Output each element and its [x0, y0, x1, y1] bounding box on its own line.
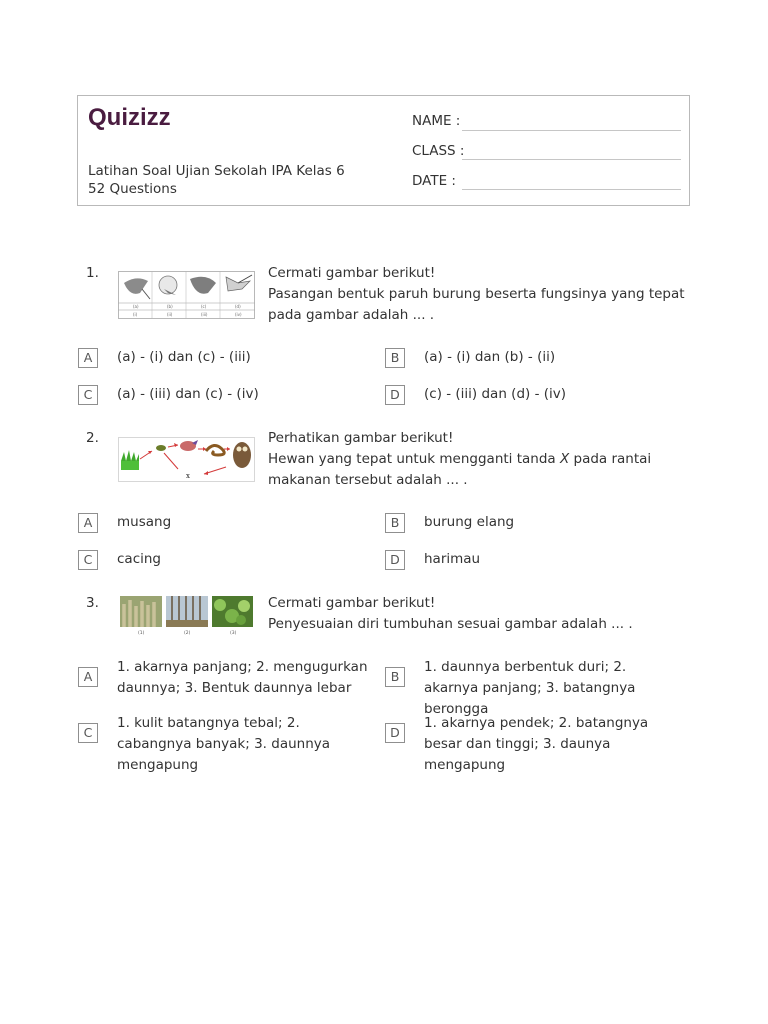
question-1-prompt: Pasangan bentuk paruh burung beserta fungsinya yang tepat pada gambar adalah ... .: [268, 286, 685, 323]
question-3-option-a-text: 1. akarnya panjang; 2. mengugurkan daunnya; 3. Bentuk daunnya lebar: [117, 659, 368, 696]
svg-text:(2): (2): [184, 631, 191, 636]
question-2-instruction: Perhatikan gambar berikut!: [268, 430, 454, 446]
worksheet-header: [77, 95, 690, 206]
svg-text:(ii): (ii): [167, 312, 173, 317]
question-1-text: [268, 263, 698, 326]
class-input-line: [462, 159, 681, 160]
question-2-number: 2.: [86, 430, 99, 446]
question-2-option-b-text: burung elang: [424, 514, 515, 530]
class-label: CLASS :: [412, 143, 465, 159]
question-2-prompt-pre: Hewan yang tepat untuk mengganti tanda: [268, 451, 560, 467]
question-2-prompt-x: X: [559, 451, 570, 467]
svg-text:x: x: [186, 472, 190, 480]
svg-text:(iii): (iii): [201, 312, 208, 317]
svg-text:(c): (c): [201, 304, 207, 309]
question-3-option-c-text: 1. kulit batangnya tebal; 2. cabangnya banyak; 3. daunnya mengapung: [117, 715, 331, 773]
question-1-option-d-box[interactable]: D: [385, 385, 405, 405]
svg-text:(a): (a): [133, 304, 139, 309]
date-input-line: [462, 189, 681, 190]
svg-text:(d): (d): [235, 304, 241, 309]
question-2-option-d-box[interactable]: D: [385, 550, 405, 570]
question-count: 52 Questions: [88, 181, 177, 197]
question-2-prompt: [268, 449, 698, 491]
quizizz-logo: Quizizz: [88, 104, 171, 131]
svg-text:(1): (1): [138, 631, 145, 636]
food-chain-image: [118, 437, 255, 482]
question-2-option-d-text: harimau: [424, 551, 481, 567]
worksheet-title: Latihan Soal Ujian Sekolah IPA Kelas 6: [88, 163, 345, 179]
question-3-instruction: Cermati gambar berikut!: [268, 595, 436, 611]
question-2-option-a-text: musang: [117, 514, 172, 530]
svg-text:(b): (b): [167, 304, 173, 309]
question-1-option-a-box[interactable]: A: [78, 348, 98, 368]
question-1-option-b-text: (a) - (i) dan (b) - (ii): [424, 349, 556, 365]
question-1-option-a-text: (a) - (i) dan (c) - (iii): [117, 349, 251, 365]
question-2-option-b-box[interactable]: B: [385, 513, 405, 533]
name-input-line: [462, 130, 681, 131]
question-3-text: [268, 593, 698, 635]
name-label: NAME :: [412, 113, 461, 129]
question-1-option-d-text: (c) - (iii) dan (d) - (iv): [424, 386, 567, 402]
bird-beaks-image: [118, 271, 255, 319]
question-3-option-d-text: 1. akarnya pendek; 2. batangnya besar dan tinggi; 3. daunya mengapung: [424, 715, 649, 773]
question-3-option-b-box[interactable]: B: [385, 667, 405, 687]
question-2-option-a-box[interactable]: A: [78, 513, 98, 533]
question-1-option-b-box[interactable]: B: [385, 348, 405, 368]
svg-text:(i): (i): [133, 312, 138, 317]
plant-adaptation-image: [118, 596, 255, 636]
question-3-option-c-box[interactable]: C: [78, 723, 98, 743]
question-1-number: 1.: [86, 265, 99, 281]
question-3-prompt: Penyesuaian diri tumbuhan sesuai gambar adalah ... .: [268, 616, 633, 632]
question-3-option-b-text: 1. daunnya berbentuk duri; 2. akarnya panjang; 3. batangnya berongga: [424, 659, 636, 717]
question-3-option-a-box[interactable]: A: [78, 667, 98, 687]
question-3-option-d-box[interactable]: D: [385, 723, 405, 743]
question-1-instruction: Cermati gambar berikut!: [268, 265, 436, 281]
svg-text:(3): (3): [230, 631, 237, 636]
question-2-prompt-post: pada rantai makanan tersebut adalah ... .: [268, 451, 652, 488]
question-2-option-c-text: cacing: [117, 551, 161, 567]
question-2-option-c-box[interactable]: C: [78, 550, 98, 570]
svg-text:(iv): (iv): [235, 312, 242, 317]
question-1-option-c-box[interactable]: C: [78, 385, 98, 405]
date-label: DATE :: [412, 173, 456, 189]
question-3-number: 3.: [86, 595, 99, 611]
question-2-text: [268, 428, 698, 491]
question-1-option-c-text: (a) - (iii) dan (c) - (iv): [117, 386, 259, 402]
